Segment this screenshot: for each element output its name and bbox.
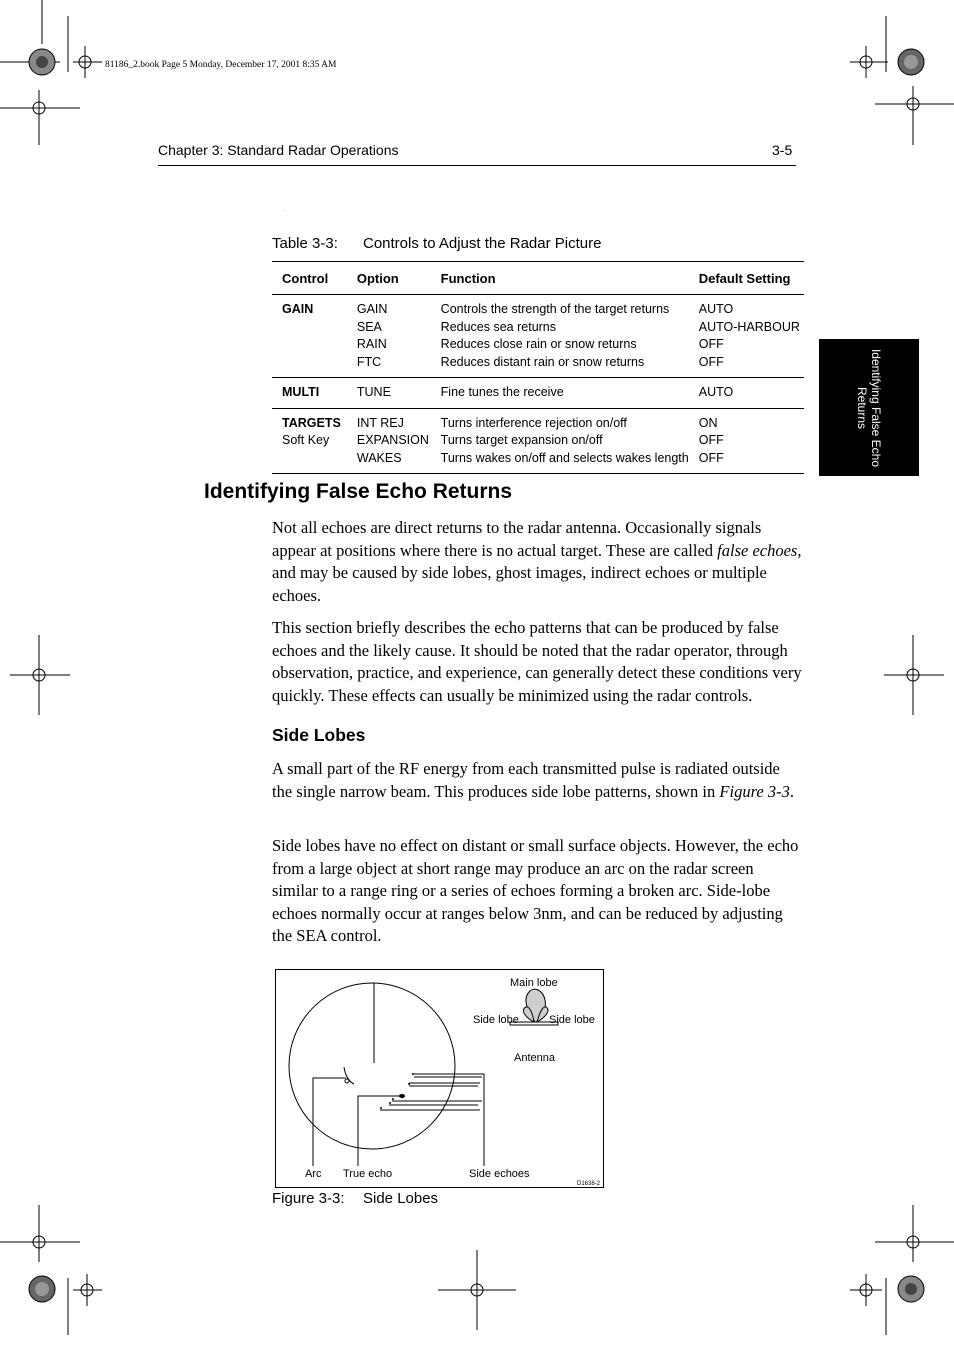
option-item: SEA — [356, 319, 382, 334]
function-cell — [431, 378, 689, 409]
header-option: Option — [347, 262, 431, 295]
figure-side-lobes — [275, 969, 604, 1188]
section-paragraph-2: This section briefly describes the echo patterns that can be produced by false echoes and the likely cause. It should be noted that the radar operator, through observation, practice, and experience, can generally detect these conditions very quickly. These effects can usually be minimized using the radar controls. — [272, 618, 802, 705]
default-item: OFF — [698, 450, 724, 465]
default-cell — [689, 295, 804, 378]
control-cell — [272, 378, 347, 409]
default-cell — [689, 408, 804, 474]
text-emphasis: false echoes — [717, 540, 798, 560]
label-side-lobe-right: Side lobe — [549, 1014, 595, 1026]
arc-marker — [345, 1079, 349, 1083]
option-item: WAKES — [356, 450, 402, 465]
section-title: Identifying False Echo Returns — [204, 480, 513, 503]
default-item: OFF — [698, 337, 724, 351]
side-tab-label: Identifying False Echo Returns — [855, 348, 883, 467]
figure-caption-title: Side Lobes — [363, 1190, 439, 1207]
table-header-row — [272, 262, 804, 295]
option-item: TUNE — [356, 385, 391, 399]
arc-leader — [313, 1078, 346, 1166]
default-item: AUTO-HARBOUR — [698, 319, 800, 334]
label-side-echoes: Side echoes — [469, 1168, 530, 1180]
function-item: Turns interference rejection on/off — [440, 415, 627, 430]
control-name: MULTI — [282, 385, 320, 399]
header-control: Control — [272, 262, 347, 295]
text-run: , and may be caused by side lobes, ghost images, indirect echoes or multiple echoes. — [272, 540, 802, 605]
function-item: Reduces distant rain or snow returns — [440, 354, 645, 369]
header-default-setting: Default Setting — [689, 262, 804, 295]
default-item: ON — [698, 415, 718, 430]
table-row — [272, 378, 804, 409]
text-run: A small part of the RF energy from each transmitted pulse is radiated outside the single narrow beam. This produces side lobe patterns, shown in — [272, 759, 780, 801]
table-caption-label: Table 3-3: — [272, 235, 338, 252]
side-echo-marks — [380, 1074, 414, 1108]
default-item: AUTO — [698, 385, 734, 399]
text-emphasis: Figure 3-3 — [719, 781, 790, 801]
true-echo-leader — [358, 1096, 400, 1166]
text-run: . — [789, 781, 794, 801]
subsection-paragraph-2: Side lobes have no effect on distant or small surface objects. However, the echo from a large object at short range may produce an arc on the radar screen similar to a range ring or a series of echoes forming a broken arc. Side-lobe echoes normally occur at ranges below 3nm, and can be reduced by adjusting the SEA control. — [272, 836, 799, 945]
controls-table — [272, 261, 804, 474]
label-antenna: Antenna — [514, 1052, 555, 1064]
default-cell — [689, 378, 804, 409]
subsection-paragraph-1 — [272, 758, 802, 803]
side-lobes-diagram — [276, 970, 603, 1187]
figure-caption-label: Figure 3-3: — [272, 1190, 345, 1207]
function-item: Reduces close rain or snow returns — [440, 337, 637, 351]
tiny-mark: . — [284, 207, 286, 213]
header-divider — [158, 165, 796, 166]
side-tab — [819, 339, 919, 476]
option-item: FTC — [356, 354, 382, 369]
option-item: EXPANSION — [356, 433, 429, 447]
figure-caption — [272, 1190, 439, 1207]
option-item: INT REJ — [356, 415, 404, 430]
function-cell — [431, 295, 689, 378]
text-run: Not all echoes are direct returns to the radar antenna. Occasionally signals appear at positions where there is no actual target. These are called — [272, 518, 762, 560]
header-function: Function — [431, 262, 689, 295]
default-item: OFF — [698, 354, 724, 369]
table-caption-title: Controls to Adjust the Radar Picture — [363, 235, 602, 252]
default-item: AUTO — [698, 302, 734, 316]
side-echoes-leader — [413, 1074, 484, 1166]
option-cell — [347, 295, 431, 378]
option-item: RAIN — [356, 337, 387, 351]
section-paragraph-1 — [272, 517, 802, 607]
option-cell — [347, 408, 431, 474]
chapter-title: Chapter 3: Standard Radar Operations — [158, 142, 399, 158]
label-true-echo: True echo — [343, 1168, 393, 1180]
book-info: 81186_2.book Page 5 Monday, December 17, 2001 8:35 AM — [105, 60, 337, 70]
function-item: Controls the strength of the target returns — [440, 302, 670, 316]
label-main-lobe: Main lobe — [510, 977, 558, 989]
control-cell — [272, 408, 347, 474]
function-item: Turns wakes on/off and selects wakes length — [440, 450, 689, 465]
function-item: Turns target expansion on/off — [440, 433, 603, 447]
option-cell — [347, 378, 431, 409]
label-arc: Arc — [305, 1168, 322, 1180]
subsection-title: Side Lobes — [272, 725, 366, 745]
control-name: GAIN — [282, 302, 314, 316]
control-sub: Soft Key — [282, 433, 330, 447]
function-item: Reduces sea returns — [440, 319, 557, 334]
label-figure-code: D1638-2 — [577, 1181, 601, 1187]
table-caption — [272, 235, 602, 252]
function-item: Fine tunes the receive — [440, 385, 564, 399]
control-cell — [272, 295, 347, 378]
label-side-lobe-left: Side lobe — [473, 1014, 519, 1026]
table-row — [272, 295, 804, 378]
option-item: GAIN — [356, 302, 388, 316]
page-number: 3-5 — [772, 142, 793, 158]
default-item: OFF — [698, 433, 724, 447]
function-cell — [431, 408, 689, 474]
control-name: TARGETS — [282, 415, 341, 430]
table-row — [272, 408, 804, 474]
radar-screen — [289, 983, 455, 1149]
